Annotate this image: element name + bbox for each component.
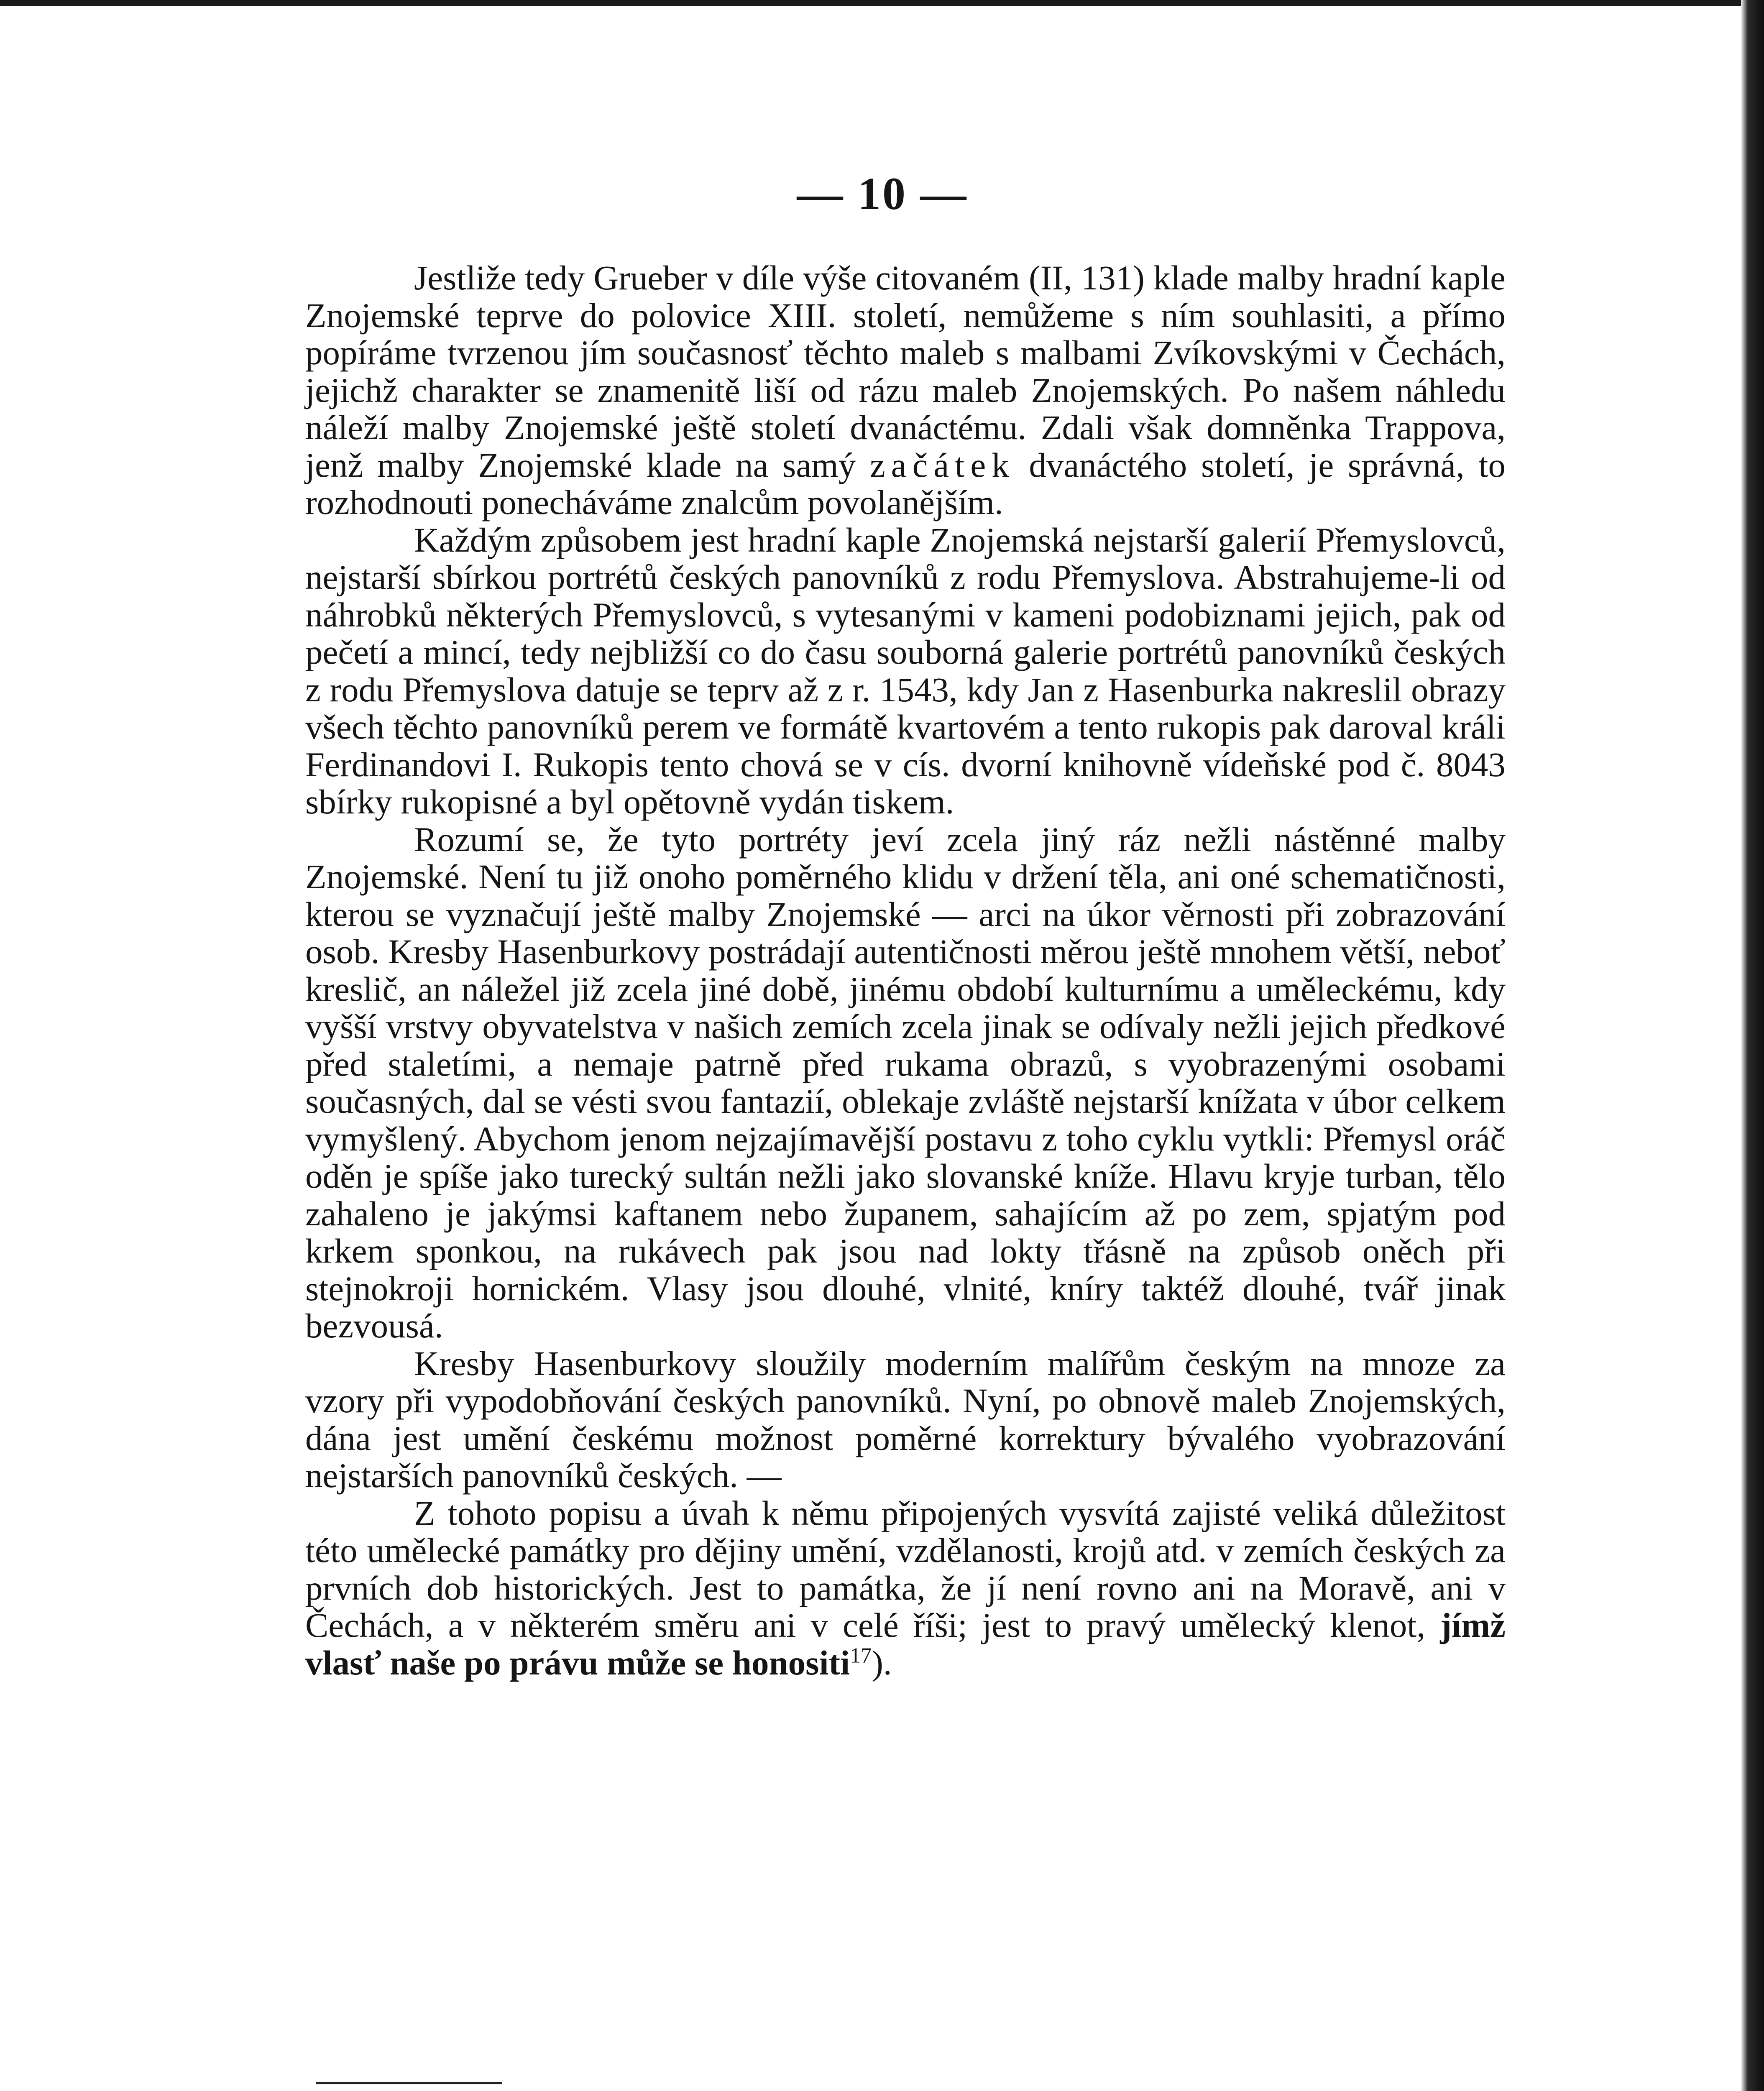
page-top-border [0,0,1764,6]
paragraph-2: Každým způsobem jest hradní kaple Znojemská nejstarší galerií Přemyslovců, nejstarší sbírkou portrétů českých panovníků z rodu Přemyslova. Abstrahujeme-li od náhrobků některých Přemyslovců, s vytesanými v kameni podobiznami jejich, pak od pečetí a mincí, tedy nejbližší co do času souborná galerie portrétů panovníků českých z rodu Přemyslova datuje se teprv až z r. 1543, kdy Jan z Hasenburka nakreslil obrazy všech těchto panovníků perem ve formátě kvartovém a tento rukopis pak daroval králi Ferdinandovi I. Rukopis tento chová se v cís. dvorní knihovně vídeňské pod č. 8043 sbírky rukopisné a byl opětovně vydán tiskem. [305,520,1506,821]
paragraph-4: Kresby Hasenburkovy sloužily moderním malířům českým na mnoze za vzory při vypodobňování českých panovníků. Nyní, po obnově maleb Znojemských, dána jest umění českému možnost poměrné korrektury bývalého vyobrazování nejstarších panovníků českých. — [305,1344,1506,1495]
footnote-reference: 17 [850,1643,872,1667]
main-text [305,259,1506,1682]
paragraph-5 [305,1495,1506,1682]
page-scan-edge [1741,0,1764,2091]
footnote-divider [316,2082,502,2084]
paragraph-5-emphasis: jímž vlasť naše po právu může se honositi [305,1606,1506,1682]
paragraph-1-tail: dvanáctého století, je správná, to rozhodnouti ponecháváme znalcům povolanějším. [305,445,1506,521]
spaced-word: začátek [869,445,1015,484]
paragraph-5-tail: ). [872,1643,892,1682]
paragraph-5-text: Z tohoto popisu a úvah k němu připojených vysvítá zajisté veliká důležitost této umělecké památky pro dějiny umění, vzdělanosti, krojů atd. v zemích českých za prvních dob historických. Jest to památka, že jí není rovno ani na Moravě, ani v Čechách, a v některém směru ani v celé říši; jest to pravý umělecký klenot, [305,1493,1506,1644]
paragraph-1-text: Jestliže tedy Grueber v díle výše citovaném (II, 131) klade malby hradní kaple Znojemské teprve do polovice XIII. století, nemůžeme s ním souhlasiti, a přímo popíráme tvrzenou jím současnosť těchto maleb s malbami Zvíkovskými v Čechách, jejichž charakter se znamenitě liší od rázu maleb Znojemských. Po našem náhledu náleží malby Znojemské ještě století dvanáctému. Zdali však domněnka Trappova, jenž malby Znojemské klade na samý [305,258,1506,484]
paragraph-3: Rozumí se, že tyto portréty jeví zcela jiný ráz nežli nástěnné malby Znojemské. Není tu již onoho poměrného klidu v držení těla, ani oné schematičnosti, kterou se vyznačují ještě malby Znojemské — arci na úkor věrnosti při zobrazování osob. Kresby Hasenburkovy postrádají autentičnosti měrou ještě mnohem větší, neboť kreslič, an náležel již zcela jiné době, jinému období kulturnímu a uměleckému, kdy vyšší vrstvy obyvatelstva v našich zemích zcela jinak se odívaly nežli jejich předkové před staletími, a nemaje patrně před rukama obrazů, s vyobrazenými osobami současných, dal se vésti svou fantazií, oblekaje zvláště nejstarší knížata v úbor celkem vymyšlený. Abychom jenom nejzajímavější postavu z toho cyklu vytkli: Přemysl oráč oděn je spíše jako turecký sultán nežli jako slovanské kníže. Hlavu kryje turban, tělo zahaleno je jakýmsi kaftanem nebo županem, sahajícím až po zem, spjatým pod krkem sponkou, na rukávech pak jsou nad lokty třásně na způsob oněch při stejnokroji hornickém. Vlasy jsou dlouhé, vlnité, kníry taktéž dlouhé, tvář jinak bezvousá. [305,820,1506,1345]
paragraph-1 [305,259,1506,521]
page-number: — 10 — [797,168,968,219]
